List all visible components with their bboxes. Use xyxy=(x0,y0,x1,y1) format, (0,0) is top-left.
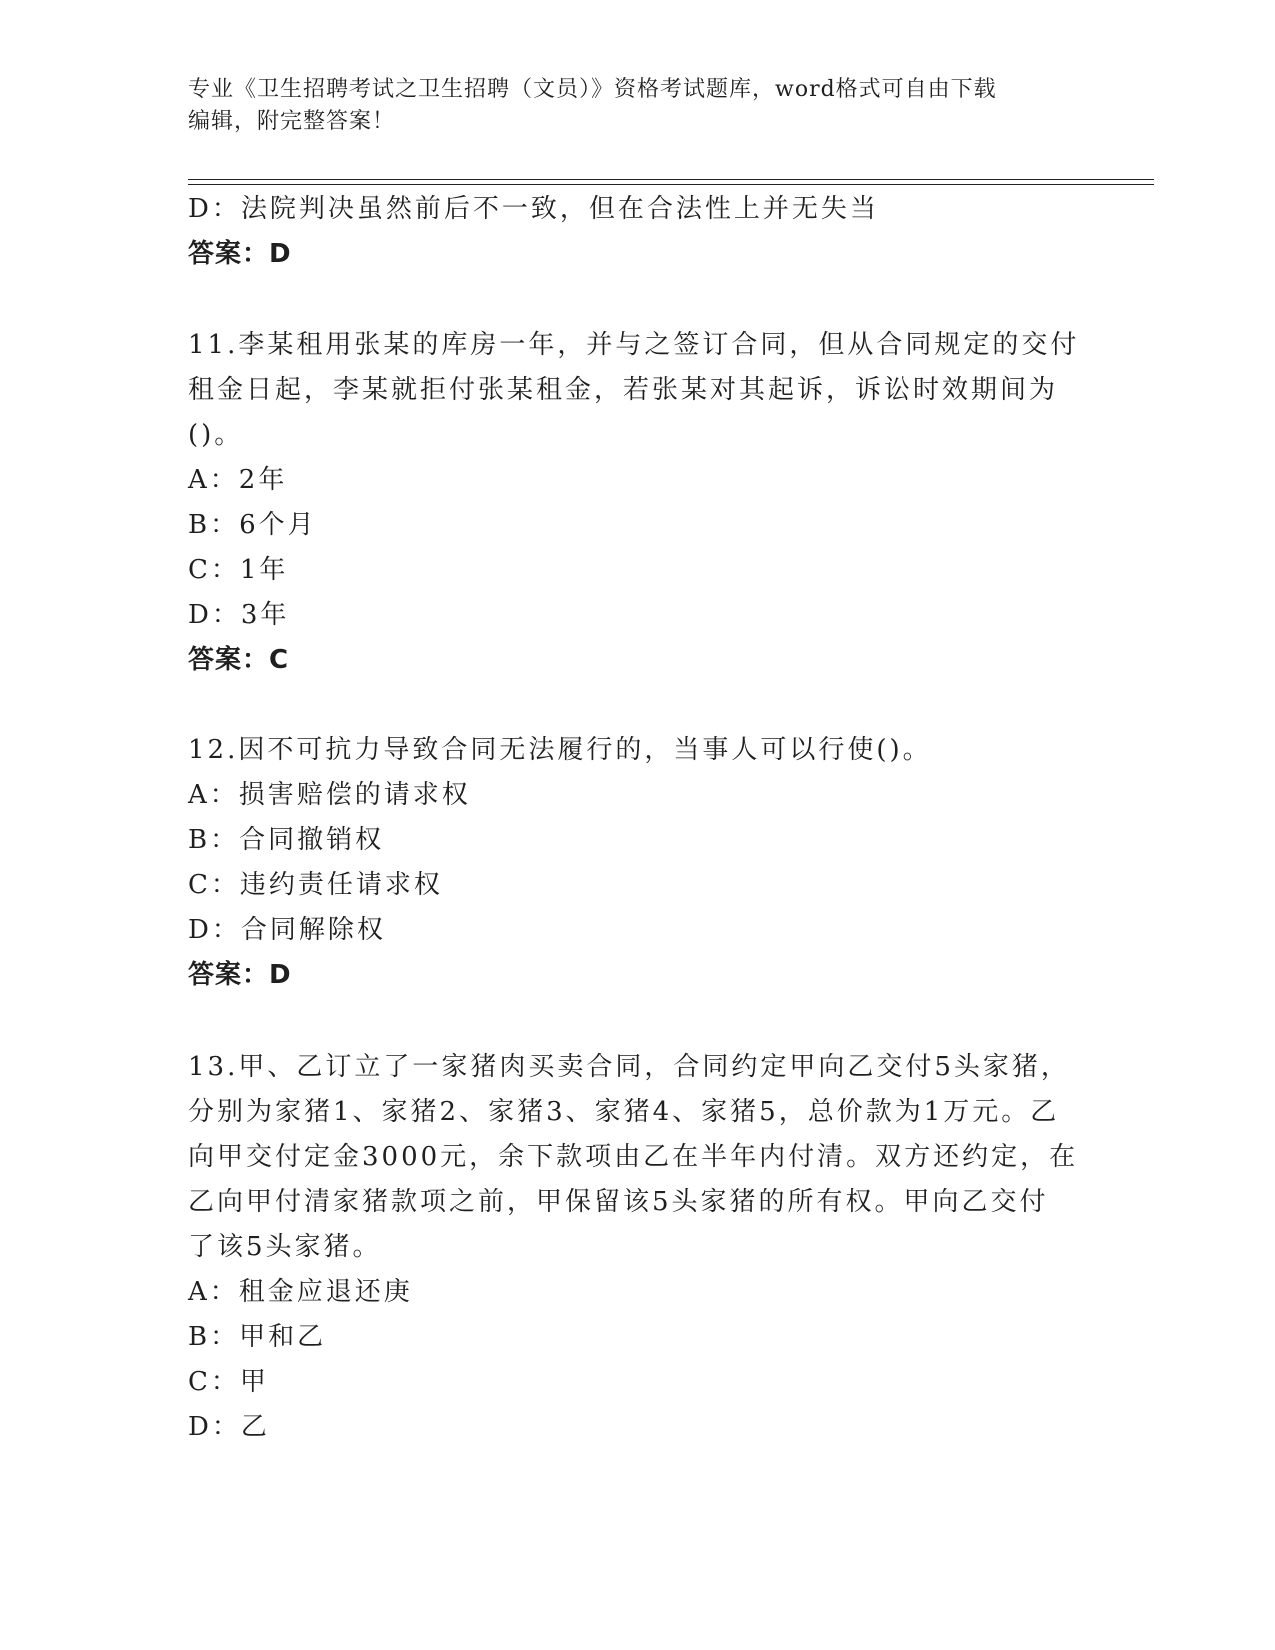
q12-stem-line-1: 12.因不可抗力导致合同无法履行的，当事人可以行使()。 xyxy=(188,735,932,765)
q12-option-c: C：违约责任请求权 xyxy=(188,870,443,900)
q13-stem-line-4: 乙向甲付清家猪款项之前，甲保留该5头家猪的所有权。甲向乙交付 xyxy=(188,1187,1049,1217)
header-rule-top xyxy=(188,179,1154,180)
header-line-2: 编辑，附完整答案！ xyxy=(188,109,396,134)
q13-stem-line-2: 分别为家猪1、家猪2、家猪3、家猪4、家猪5，总价款为1万元。乙 xyxy=(188,1097,1060,1127)
q13-option-b: B：甲和乙 xyxy=(188,1322,327,1352)
q13-stem-line-3: 向甲交付定金3000元，余下款项由乙在半年内付清。双方还约定，在 xyxy=(188,1142,1079,1172)
q13-option-a: A：租金应退还庚 xyxy=(188,1277,413,1307)
q13-option-d: D：乙 xyxy=(188,1412,270,1442)
q10-answer: 答案：D xyxy=(188,239,292,269)
header-line-1: 专业《卫生招聘考试之卫生招聘（文员）》资格考试题库，word格式可自由下载 xyxy=(188,77,997,102)
q11-answer: 答案：C xyxy=(188,645,290,675)
q12-option-d: D：合同解除权 xyxy=(188,915,386,945)
q13-stem-line-5: 了该5头家猪。 xyxy=(188,1232,382,1262)
q11-option-a: A：2年 xyxy=(188,465,288,495)
q10-option-d: D：法院判决虽然前后不一致，但在合法性上并无失当 xyxy=(188,194,879,224)
q11-option-d: D：3年 xyxy=(188,600,290,630)
q12-option-a: A：损害赔偿的请求权 xyxy=(188,780,471,810)
q11-option-c: C：1年 xyxy=(188,555,289,585)
q11-stem-line-1: 11.李某租用张某的库房一年，并与之签订合同，但从合同规定的交付 xyxy=(188,330,1080,360)
q11-option-b: B：6个月 xyxy=(188,510,317,540)
q12-option-b: B：合同撤销权 xyxy=(188,825,385,855)
q13-stem-line-1: 13.甲、乙订立了一家猪肉买卖合同，合同约定甲向乙交付5头家猪， xyxy=(188,1052,1070,1082)
q11-stem-line-3: ()。 xyxy=(188,420,244,450)
header-rule-bottom xyxy=(188,184,1154,185)
q12-answer: 答案：D xyxy=(188,960,292,990)
q11-stem-line-2: 租金日起，李某就拒付张某租金，若张某对其起诉，诉讼时效期间为 xyxy=(188,375,1059,405)
q13-option-c: C：甲 xyxy=(188,1367,269,1397)
document-header xyxy=(188,74,1108,138)
